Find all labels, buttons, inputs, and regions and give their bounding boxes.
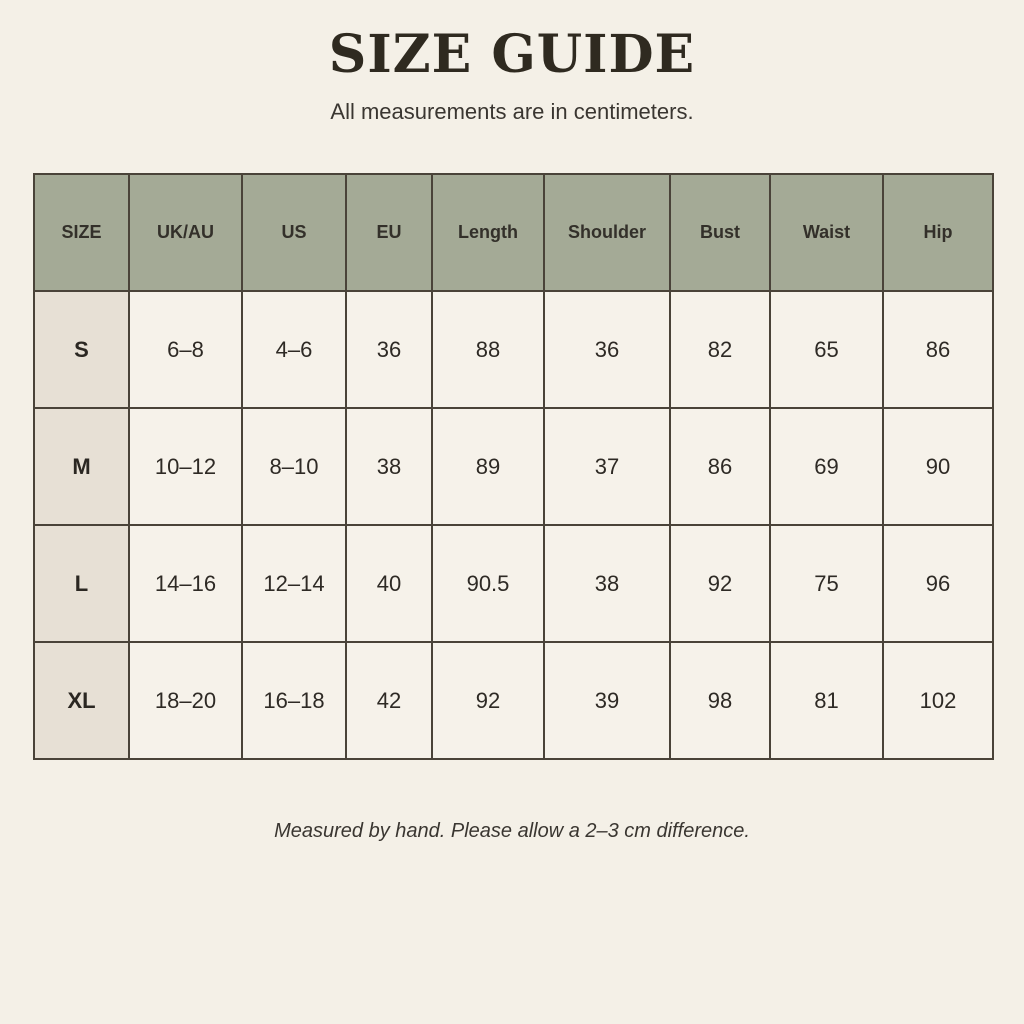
bust-cell: 98 [670, 642, 770, 759]
uk-au-cell: 10–12 [129, 408, 242, 525]
shoulder-cell: 39 [544, 642, 670, 759]
table-row [34, 525, 993, 642]
uk-au-cell: 18–20 [129, 642, 242, 759]
bust-cell: 86 [670, 408, 770, 525]
uk-au-cell: 14–16 [129, 525, 242, 642]
hip-cell: 102 [883, 642, 993, 759]
shoulder-cell: 38 [544, 525, 670, 642]
waist-cell: 75 [770, 525, 883, 642]
shoulder-cell: 36 [544, 291, 670, 408]
header-uk-au: UK/AU [129, 174, 242, 291]
table-row [34, 642, 993, 759]
header-waist: Waist [770, 174, 883, 291]
length-cell: 88 [432, 291, 544, 408]
measurement-disclaimer: Measured by hand. Please allow a 2–3 cm difference. [274, 820, 750, 842]
eu-cell: 38 [346, 408, 432, 525]
header-us: US [242, 174, 346, 291]
waist-cell: 81 [770, 642, 883, 759]
size-cell: M [34, 408, 129, 525]
length-cell: 92 [432, 642, 544, 759]
eu-cell: 42 [346, 642, 432, 759]
waist-cell: 65 [770, 291, 883, 408]
table-row [34, 408, 993, 525]
length-cell: 89 [432, 408, 544, 525]
header-eu: EU [346, 174, 432, 291]
length-cell: 90.5 [432, 525, 544, 642]
us-cell: 8–10 [242, 408, 346, 525]
uk-au-cell: 6–8 [129, 291, 242, 408]
size-cell: L [34, 525, 129, 642]
bust-cell: 82 [670, 291, 770, 408]
hip-cell: 96 [883, 525, 993, 642]
table-header-row [34, 174, 993, 291]
size-cell: S [34, 291, 129, 408]
header-bust: Bust [670, 174, 770, 291]
header-length: Length [432, 174, 544, 291]
units-note: All measurements are in centimeters. [330, 99, 694, 124]
eu-cell: 36 [346, 291, 432, 408]
hip-cell: 86 [883, 291, 993, 408]
size-cell: XL [34, 642, 129, 759]
us-cell: 12–14 [242, 525, 346, 642]
header-shoulder: Shoulder [544, 174, 670, 291]
waist-cell: 69 [770, 408, 883, 525]
eu-cell: 40 [346, 525, 432, 642]
us-cell: 16–18 [242, 642, 346, 759]
header-size: SIZE [34, 174, 129, 291]
table-row [34, 291, 993, 408]
us-cell: 4–6 [242, 291, 346, 408]
shoulder-cell: 37 [544, 408, 670, 525]
hip-cell: 90 [883, 408, 993, 525]
bust-cell: 92 [670, 525, 770, 642]
header-hip: Hip [883, 174, 993, 291]
page-title: SIZE GUIDE [328, 24, 696, 85]
size-chart-table [33, 173, 994, 760]
